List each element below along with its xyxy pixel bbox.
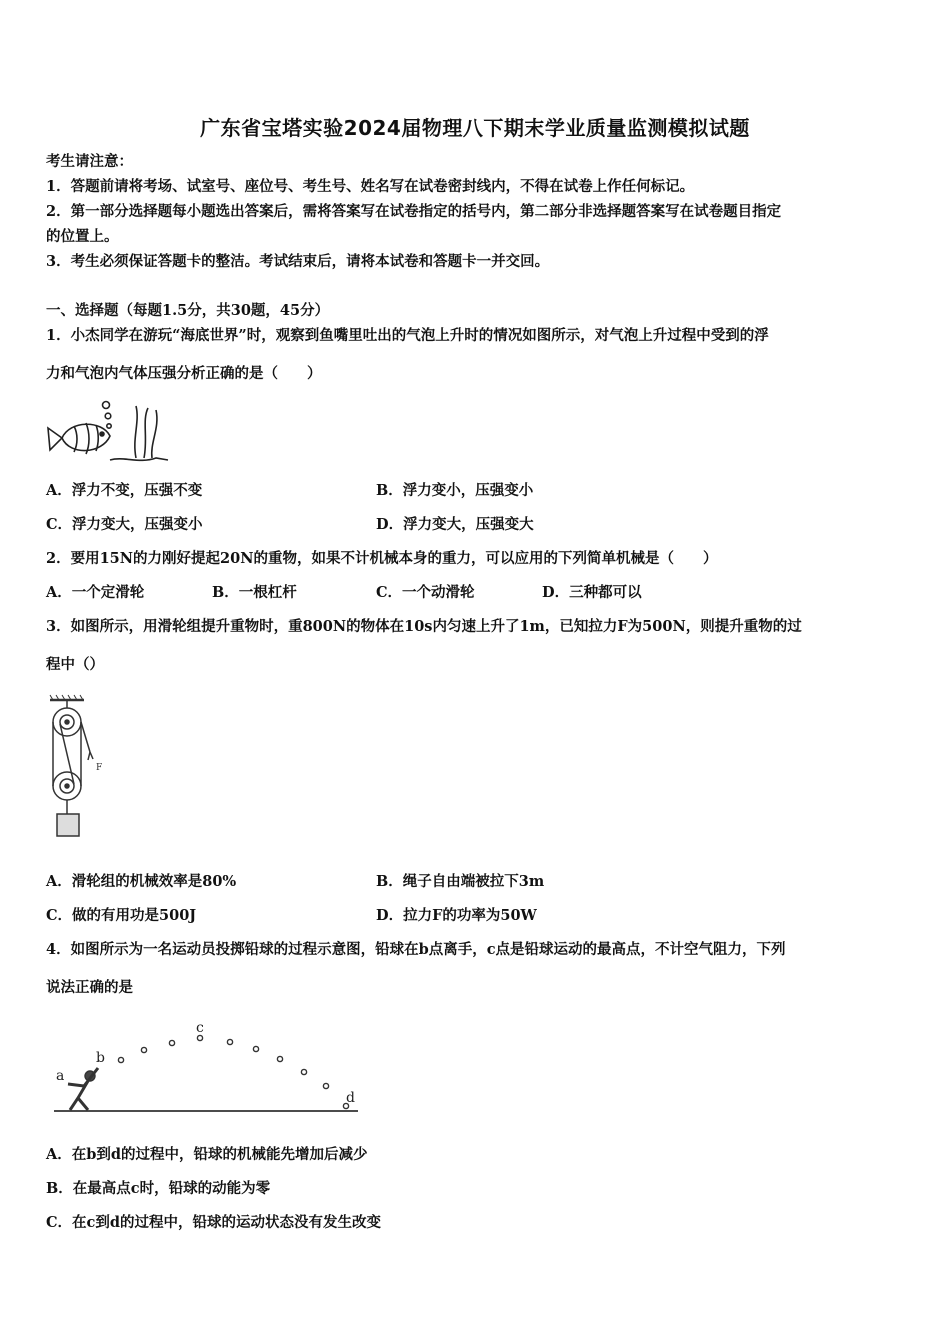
q2-stem: 2．要用15N的力刚好提起20N的重物，如果不计机械本身的重力，可以应用的下列简单机械是（ ）: [46, 550, 718, 567]
q1-option-c: C．浮力变大，压强变小: [46, 516, 203, 533]
q1-option-b: B．浮力变小，压强变小: [376, 482, 534, 499]
q3-option-c: C．做的有用功是500J: [46, 907, 197, 924]
point-label-a: a: [56, 1068, 65, 1084]
notice-item: 1．答题前请将考场、试室号、座位号、考生号、姓名写在试卷密封线内，不得在试卷上作任何标记。: [46, 178, 695, 195]
exam-title: 广东省宝塔实验2024届物理八下期末学业质量监测模拟试题: [200, 116, 750, 140]
bubble: [107, 424, 111, 428]
bubble: [103, 402, 110, 409]
q4-option-c: C．在c到d的过程中，铅球的运动状态没有发生改变: [46, 1214, 382, 1231]
q4-option-b: B．在最高点c时，铅球的动能为零: [46, 1180, 271, 1197]
section-heading: 一、选择题（每题1.5分，共30题，45分）: [46, 302, 330, 319]
q2-option-c: C．一个动滑轮: [376, 584, 475, 601]
notice-heading: 考生请注意：: [46, 153, 133, 170]
force-label-f: F: [96, 763, 103, 773]
fish-bubbles-figure: [44, 398, 174, 472]
q3-stem: 3．如图所示，用滑轮组提升重物时，重800N的物体在10s内匀速上升了1m，已知拉力F为500N，则提升重物的过: [46, 618, 802, 635]
weight-block: [57, 814, 79, 836]
q4-stem: 说法正确的是: [46, 979, 133, 996]
q2-option-b: B．一根杠杆: [212, 584, 297, 601]
point-label-d: d: [346, 1090, 355, 1106]
q4-option-a: A．在b到d的过程中，铅球的机械能先增加后减少: [46, 1146, 368, 1163]
fish-body: [62, 424, 110, 450]
bubble: [105, 413, 111, 419]
q2-option-a: A．一个定滑轮: [46, 584, 145, 601]
q3-option-a: A．滑轮组的机械效率是80%: [46, 873, 237, 890]
q4-stem: 4．如图所示为一名运动员投掷铅球的过程示意图，铅球在b点离手，c点是铅球运动的最高点，不计空气阻力，下列: [46, 941, 786, 958]
notice-item: 3．考生必须保证答题卡的整洁。考试结束后，请将本试卷和答题卡一并交回。: [46, 253, 550, 270]
pulley-system-figure: [44, 692, 114, 844]
q3-stem: 程中（）: [46, 656, 104, 673]
q1-option-a: A．浮力不变，压强不变: [46, 482, 203, 499]
q2-option-d: D．三种都可以: [542, 584, 642, 601]
q1-stem: 力和气泡内气体压强分析正确的是（ ）: [46, 365, 322, 382]
fish-tail: [48, 428, 62, 450]
shot-put-figure: [48, 1016, 364, 1120]
q3-option-d: D．拉力F的功率为50W: [376, 907, 537, 924]
point-label-c: c: [196, 1020, 204, 1036]
point-label-b: b: [96, 1050, 105, 1066]
q1-stem: 1．小杰同学在游玩“海底世界”时，观察到鱼嘴里吐出的气泡上升时的情况如图所示，对气泡上升过程中受到的浮: [46, 327, 769, 344]
q1-option-d: D．浮力变大，压强变大: [376, 516, 534, 533]
q3-option-b: B．绳子自由端被拉下3m: [376, 873, 545, 890]
notice-item: 2．第一部分选择题每小题选出答案后，需将答案写在试卷指定的括号内，第二部分非选择题答案写在试卷题目指定: [46, 203, 782, 220]
notice-item: 的位置上。: [46, 228, 119, 245]
